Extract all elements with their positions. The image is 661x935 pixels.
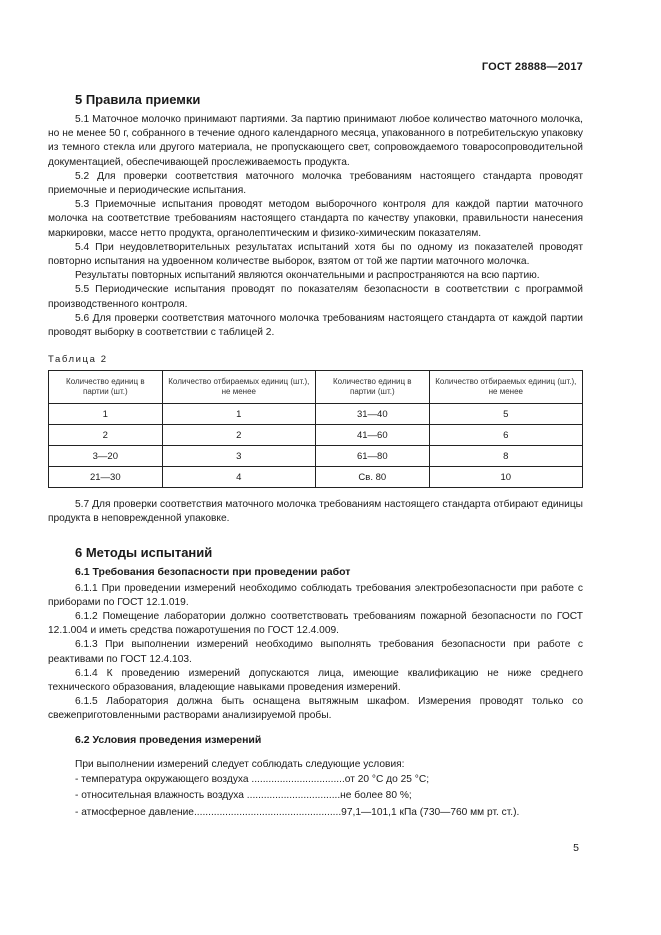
table-header-cell: Количество единиц в партии (шт.) — [315, 371, 429, 404]
subsection-6-1-title: 6.1 Требования безопасности при проведении работ — [75, 565, 351, 578]
table-cell: 41—60 — [315, 425, 429, 446]
spacer — [48, 527, 583, 545]
spacer — [48, 724, 583, 734]
table-cell: 3 — [162, 446, 315, 467]
paragraph-5-4: 5.4 При неудовлетворительных результатах испытаний хотя бы по одному из показателей проводят повторно испытания на удвоенном количестве выборок, взятом от той же партии маточного молочка. — [48, 241, 583, 268]
paragraph-5-2: 5.2 Для проверки соответствия маточного молочка требованиям настоящего стандарта проводят приемочные и периодические испытания. — [48, 170, 583, 197]
table-cell: 1 — [49, 404, 163, 425]
spacer — [48, 750, 583, 758]
table-header-cell: Количество отбираемых единиц (шт.), не менее — [162, 371, 315, 404]
table-row — [49, 404, 583, 425]
table-row — [49, 467, 583, 488]
table-row — [49, 446, 583, 467]
paragraph-6-1-5: 6.1.5 Лаборатория должна быть оснащена вытяжным шкафом. Измерения проводят только со свежеприготовленными растворами анализируемой пробы. — [48, 696, 583, 722]
table-cell: 2 — [162, 425, 315, 446]
table-cell: 2 — [49, 425, 163, 446]
standard-number: ГОСТ 28888—2017 — [481, 61, 583, 73]
section-5-title: 5 Правила приемки — [75, 92, 201, 107]
paragraph-5-1: 5.1 Маточное молочко принимают партиями. За партию принимают любое количество маточного молочка, но не менее 50 г, собранного в течение одного календарного месяца, упакованного в потребительскую упаковку из темного стекла или другого материала, не пропускающего свет, сопровождаемого товаросопроводительной документацией, обеспечивающей прослеживаемость продукта. — [48, 114, 583, 168]
table-cell: 5 — [429, 404, 582, 425]
spacer — [48, 488, 583, 498]
table-caption: Таблица 2 — [48, 354, 108, 366]
list-item: - атмосферное давление....................................................97,1—101,1 кПа (730—760 мм рт. ст.). — [75, 806, 520, 818]
table-cell: 10 — [429, 467, 582, 488]
sample-table — [48, 370, 583, 488]
table-cell: Св. 80 — [315, 467, 429, 488]
table-header-cell: Количество отбираемых единиц (шт.), не менее — [429, 371, 582, 404]
paragraph-5-5: 5.5 Периодические испытания проводят по показателям безопасности в соответствии с программой производственного контроля. — [48, 284, 583, 310]
table-cell: 3—20 — [49, 446, 163, 467]
paragraph-5-6: 5.6 Для проверки соответствия маточного молочка требованиям настоящего стандарта от каждой партии проводят выборку в соответствии с таблицей 2. — [48, 312, 583, 339]
table-cell: 21—30 — [49, 467, 163, 488]
list-item: - относительная влажность воздуха .................................не более 80 %; — [75, 790, 412, 802]
section-6-title: 6 Методы испытаний — [75, 544, 213, 560]
table-cell: 31—40 — [315, 404, 429, 425]
subsection-6-2-title: 6.2 Условия проведения измерений — [75, 733, 262, 746]
table-cell: 1 — [162, 404, 315, 425]
table-cell: 61—80 — [315, 446, 429, 467]
list-item: - температура окружающего воздуха .................................от 20 °С до 25 °С; — [75, 773, 430, 785]
table-cell: 6 — [429, 425, 582, 446]
paragraph-5-7: 5.7 Для проверки соответствия маточного молочка требованиям настоящего стандарта отбирают единицы продукта в неповрежденной упаковке. — [48, 499, 583, 525]
page-number: 5 — [573, 842, 579, 854]
table-cell: 4 — [162, 467, 315, 488]
paragraph-6-2-intro: При выполнении измерений следует соблюдать следующие условия: — [75, 758, 405, 770]
table-cell: 8 — [429, 446, 582, 467]
paragraph-6-1-3: 6.1.3 При выполнении измерений необходимо выполнять требования безопасности при работе с реактивами по ГОСТ 12.4.103. — [48, 639, 583, 665]
table-header-cell: Количество единиц в партии (шт.) — [49, 371, 163, 404]
table-header-row — [49, 371, 583, 404]
paragraph-6-1-4: 6.1.4 К проведению измерений допускаются лица, имеющие квалификацию не ниже среднего технического образования, владеющие навыками проведения измерений. — [48, 667, 583, 694]
paragraph-5-4-results: Результаты повторных испытаний являются окончательными и распространяются на всю партию. — [75, 270, 540, 282]
paragraph-5-3: 5.3 Приемочные испытания проводят методом выборочного контроля для каждой партии маточного молочка на соответствие требованиям настоящего стандарта по качеству упаковки, правильности нанесения маркировки, массе нетто продукта, органолептическим и физико-химическим показателям. — [48, 199, 583, 239]
paragraph-6-1-2: 6.1.2 Помещение лаборатории должно соответствовать требованиям пожарной безопасности по ГОСТ 12.1.004 и иметь средства пожаротушения по ГОСТ 12.4.009. — [48, 611, 583, 637]
page-content — [48, 92, 583, 821]
paragraph-6-1-1: 6.1.1 При проведении измерений необходимо соблюдать требования электробезопасности при работе с приборами по ГОСТ 12.1.019. — [48, 582, 583, 608]
table-row — [49, 425, 583, 446]
